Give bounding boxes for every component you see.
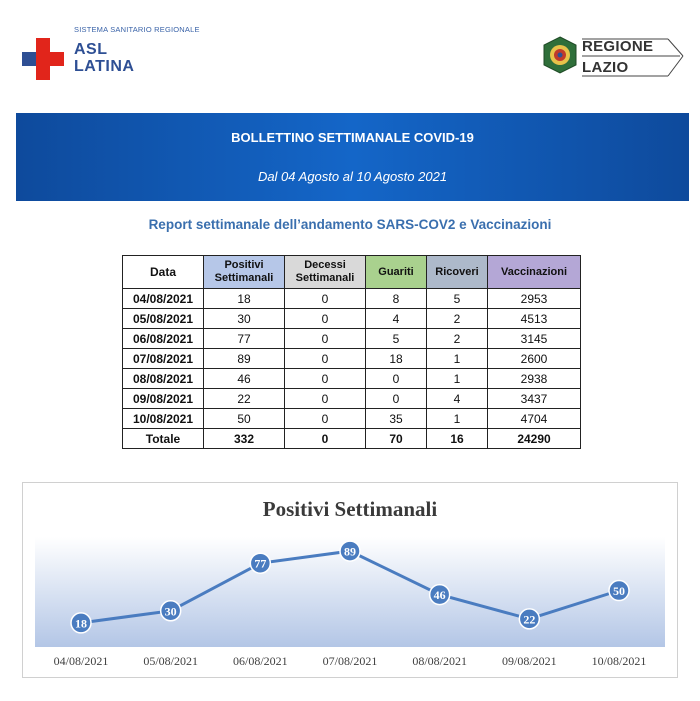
cell-positivi: 77 — [204, 329, 285, 349]
cell-decessi: 0 — [285, 349, 366, 369]
cell-vaccinazioni: 2938 — [488, 369, 581, 389]
cell-decessi: 0 — [285, 389, 366, 409]
table-row — [123, 389, 581, 409]
x-tick-label: 06/08/2021 — [232, 654, 288, 668]
cell-date: 09/08/2021 — [123, 389, 204, 409]
cell-positivi: 22 — [204, 389, 285, 409]
bulletin-period: Dal 04 Agosto al 10 Agosto 2021 — [257, 169, 448, 184]
cell-decessi: 0 — [285, 289, 366, 309]
weekly-data-table — [122, 255, 581, 449]
header-positivi-line1: Positivi — [224, 259, 264, 271]
table-row — [123, 289, 581, 309]
header-vaccinazioni: Vaccinazioni — [488, 256, 581, 289]
cell-ricoveri: 4 — [427, 389, 488, 409]
data-label: 46 — [433, 588, 446, 603]
x-tick-label: 08/08/2021 — [412, 654, 468, 668]
cell-guariti: 4 — [366, 309, 427, 329]
header-data: Data — [123, 256, 204, 289]
cell-vaccinazioni: 4704 — [488, 409, 581, 429]
cell-positivi: 18 — [204, 289, 285, 309]
cell-vaccinazioni: 3437 — [488, 389, 581, 409]
cell-ricoveri: 1 — [427, 349, 488, 369]
lazio-name — [582, 39, 653, 76]
cell-guariti: 35 — [366, 409, 427, 429]
cell-positivi: 50 — [204, 409, 285, 429]
cell-guariti: 5 — [366, 329, 427, 349]
header-positivi — [204, 256, 285, 289]
table-row — [123, 329, 581, 349]
table-row — [123, 369, 581, 389]
cell-total-positivi: 332 — [204, 429, 285, 449]
x-tick-label: 07/08/2021 — [322, 654, 378, 668]
cell-ricoveri: 1 — [427, 409, 488, 429]
cell-positivi: 30 — [204, 309, 285, 329]
cell-total-guariti: 70 — [366, 429, 427, 449]
cell-guariti: 18 — [366, 349, 427, 369]
table-row — [123, 349, 581, 369]
cell-total-vaccinazioni: 24290 — [488, 429, 581, 449]
cell-date: 07/08/2021 — [123, 349, 204, 369]
x-tick-label: 10/08/2021 — [591, 654, 647, 668]
x-tick-label: 04/08/2021 — [53, 654, 109, 668]
data-label: 89 — [344, 544, 356, 559]
cell-decessi: 0 — [285, 329, 366, 349]
cell-ricoveri: 2 — [427, 329, 488, 349]
positivi-chart-svg — [23, 483, 677, 677]
cell-vaccinazioni: 4513 — [488, 309, 581, 329]
cell-ricoveri: 5 — [427, 289, 488, 309]
bulletin-banner — [16, 113, 689, 201]
cell-date: 10/08/2021 — [123, 409, 204, 429]
cell-total-label: Totale — [123, 429, 204, 449]
bulletin-title: BOLLETTINO SETTIMANALE COVID-19 — [231, 130, 474, 145]
regione-lazio-logo — [540, 36, 685, 80]
cell-guariti: 8 — [366, 289, 427, 309]
header-decessi-line1: Decessi — [304, 259, 346, 271]
table-row — [123, 309, 581, 329]
cell-date: 06/08/2021 — [123, 329, 204, 349]
lazio-name-line1: REGIONE — [582, 38, 654, 55]
cell-total-ricoveri: 16 — [427, 429, 488, 449]
asl-name — [74, 41, 134, 75]
data-label: 50 — [613, 584, 625, 599]
cell-date: 08/08/2021 — [123, 369, 204, 389]
cell-positivi: 46 — [204, 369, 285, 389]
cell-vaccinazioni: 3145 — [488, 329, 581, 349]
chart-title: Positivi Settimanali — [262, 497, 438, 521]
asl-name-line1: ASL — [74, 41, 108, 58]
table-total-row — [123, 429, 581, 449]
x-tick-label: 09/08/2021 — [501, 654, 557, 668]
cell-decessi: 0 — [285, 309, 366, 329]
table-header-row — [123, 256, 581, 289]
cell-total-decessi: 0 — [285, 429, 366, 449]
cell-decessi: 0 — [285, 369, 366, 389]
cell-positivi: 89 — [204, 349, 285, 369]
data-label: 22 — [523, 612, 536, 627]
header-positivi-line2: Settimanali — [214, 272, 274, 284]
asl-name-line2: LATINA — [74, 58, 135, 75]
positivi-chart — [22, 482, 678, 678]
report-title: Report settimanale dell’andamento SARS-COV2 e Vaccinazioni — [148, 217, 552, 232]
cell-vaccinazioni: 2600 — [488, 349, 581, 369]
lazio-emblem-icon — [542, 36, 578, 74]
cell-date: 05/08/2021 — [123, 309, 204, 329]
x-tick-label: 05/08/2021 — [143, 654, 199, 668]
table-row — [123, 409, 581, 429]
header-ricoveri: Ricoveri — [427, 256, 488, 289]
cell-ricoveri: 1 — [427, 369, 488, 389]
data-label: 77 — [254, 556, 267, 571]
asl-system-label: SISTEMA SANITARIO REGIONALE — [74, 25, 200, 34]
cell-vaccinazioni: 2953 — [488, 289, 581, 309]
red-cross-icon — [22, 38, 64, 80]
header-guariti: Guariti — [366, 256, 427, 289]
cell-decessi: 0 — [285, 409, 366, 429]
asl-latina-logo — [22, 22, 222, 82]
header-decessi-line2: Settimanali — [295, 272, 355, 284]
cell-guariti: 0 — [366, 389, 427, 409]
lazio-name-line2: LAZIO — [582, 59, 629, 76]
cell-guariti: 0 — [366, 369, 427, 389]
cell-date: 04/08/2021 — [123, 289, 204, 309]
data-label: 30 — [164, 604, 177, 619]
data-label: 18 — [75, 616, 87, 631]
cell-ricoveri: 2 — [427, 309, 488, 329]
header-decessi — [285, 256, 366, 289]
